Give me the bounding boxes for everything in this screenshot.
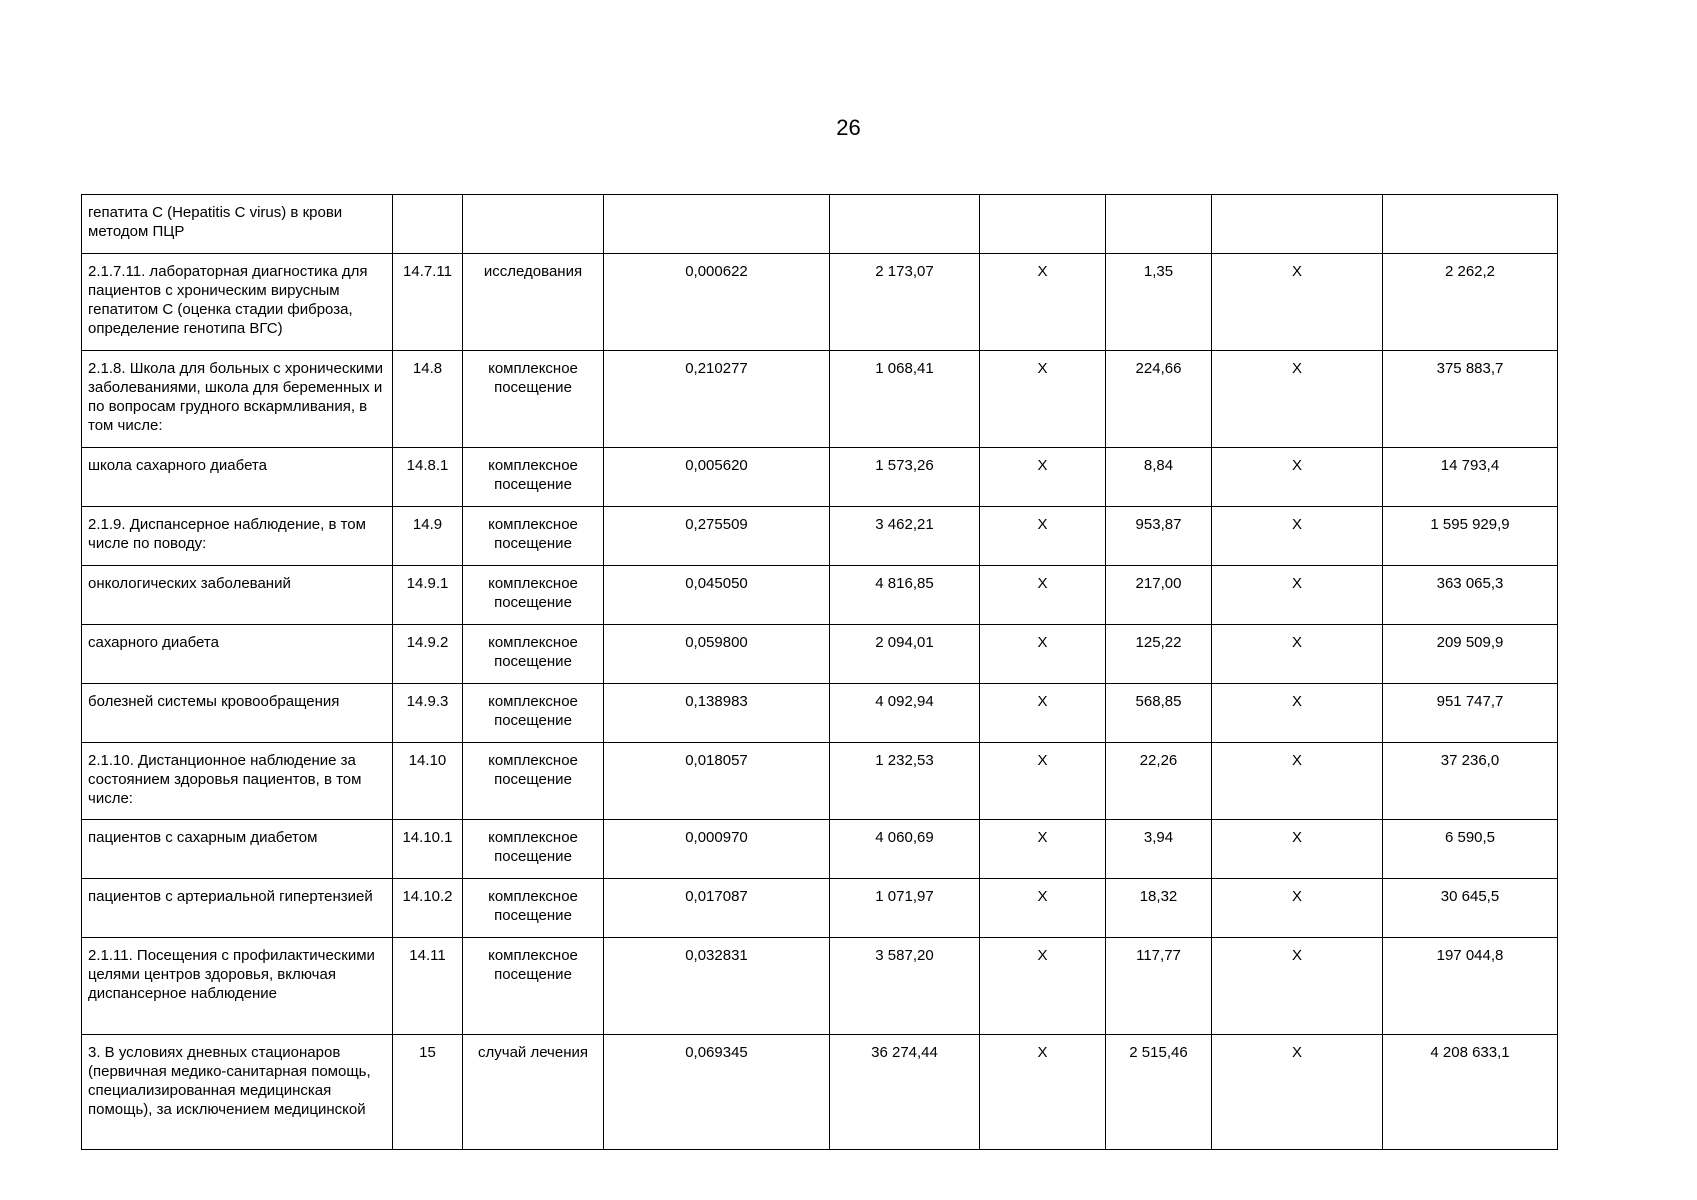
- cell-norm: [604, 195, 830, 254]
- table-row: [82, 566, 1558, 625]
- cell-name: 2.1.11. Посещения с профилактическими целями центров здоровья, включая диспансерное наблюдение: [82, 938, 393, 1035]
- cell-per-capita: 217,00: [1106, 566, 1212, 625]
- cell-x1: Х: [980, 1035, 1106, 1150]
- cell-norm: 0,000622: [604, 254, 830, 351]
- cell-total: 375 883,7: [1383, 351, 1558, 448]
- table-row: [82, 820, 1558, 879]
- cell-code: 14.8.1: [393, 448, 463, 507]
- table-row: [82, 195, 1558, 254]
- cell-per-capita: 2 515,46: [1106, 1035, 1212, 1150]
- cell-x1: Х: [980, 879, 1106, 938]
- cell-code: [393, 195, 463, 254]
- cell-total: 1 595 929,9: [1383, 507, 1558, 566]
- cell-x2: Х: [1212, 254, 1383, 351]
- cell-name: 2.1.9. Диспансерное наблюдение, в том числе по поводу:: [82, 507, 393, 566]
- cell-name: сахарного диабета: [82, 625, 393, 684]
- cell-per-capita: 224,66: [1106, 351, 1212, 448]
- cell-code: 14.8: [393, 351, 463, 448]
- table-row: [82, 351, 1558, 448]
- cell-x1: Х: [980, 507, 1106, 566]
- cell-name: 2.1.10. Дистанционное наблюдение за состоянием здоровья пациентов, в том числе:: [82, 743, 393, 820]
- cell-per-capita: 18,32: [1106, 879, 1212, 938]
- table-row: [82, 625, 1558, 684]
- cell-total: [1383, 195, 1558, 254]
- cell-unit: комплексное посещение: [463, 448, 604, 507]
- page-number: 26: [836, 115, 861, 140]
- cell-norm: 0,069345: [604, 1035, 830, 1150]
- cell-x1: [980, 195, 1106, 254]
- cell-x2: Х: [1212, 684, 1383, 743]
- table-row: [82, 879, 1558, 938]
- cell-x2: Х: [1212, 566, 1383, 625]
- cell-code: 14.10.1: [393, 820, 463, 879]
- cell-x1: Х: [980, 938, 1106, 1035]
- cell-cost: 2 094,01: [830, 625, 980, 684]
- cell-name: болезней системы кровообращения: [82, 684, 393, 743]
- cell-norm: 0,059800: [604, 625, 830, 684]
- cell-name: школа сахарного диабета: [82, 448, 393, 507]
- cell-unit: комплексное посещение: [463, 566, 604, 625]
- cell-x2: [1212, 195, 1383, 254]
- cell-total: 2 262,2: [1383, 254, 1558, 351]
- cell-unit: комплексное посещение: [463, 351, 604, 448]
- cell-cost: 1 232,53: [830, 743, 980, 820]
- table-row: [82, 1035, 1558, 1150]
- cell-unit: комплексное посещение: [463, 820, 604, 879]
- cell-total: 209 509,9: [1383, 625, 1558, 684]
- cell-norm: 0,005620: [604, 448, 830, 507]
- cell-x2: Х: [1212, 879, 1383, 938]
- cell-norm: 0,210277: [604, 351, 830, 448]
- cell-code: 14.9.1: [393, 566, 463, 625]
- cell-cost: 1 071,97: [830, 879, 980, 938]
- cell-cost: [830, 195, 980, 254]
- cell-code: 14.9.2: [393, 625, 463, 684]
- cell-code: 14.10: [393, 743, 463, 820]
- cell-unit: комплексное посещение: [463, 684, 604, 743]
- cell-name: 2.1.8. Школа для больных с хроническими заболеваниями, школа для беременных и по вопросам грудного вскармливания, в том числе:: [82, 351, 393, 448]
- cell-x2: Х: [1212, 820, 1383, 879]
- cell-code: 14.7.11: [393, 254, 463, 351]
- cell-x1: Х: [980, 566, 1106, 625]
- cell-x1: Х: [980, 351, 1106, 448]
- cell-norm: 0,045050: [604, 566, 830, 625]
- cell-unit: случай лечения: [463, 1035, 604, 1150]
- cell-total: 37 236,0: [1383, 743, 1558, 820]
- cell-x2: Х: [1212, 448, 1383, 507]
- table-row: [82, 684, 1558, 743]
- cell-per-capita: 3,94: [1106, 820, 1212, 879]
- cell-norm: 0,000970: [604, 820, 830, 879]
- cell-per-capita: 568,85: [1106, 684, 1212, 743]
- cell-x2: Х: [1212, 938, 1383, 1035]
- cell-total: 197 044,8: [1383, 938, 1558, 1035]
- cell-code: 15: [393, 1035, 463, 1150]
- cell-code: 14.9: [393, 507, 463, 566]
- data-table: [81, 194, 1558, 1150]
- cell-total: 30 645,5: [1383, 879, 1558, 938]
- cell-x1: Х: [980, 820, 1106, 879]
- cell-total: 6 590,5: [1383, 820, 1558, 879]
- cell-code: 14.10.2: [393, 879, 463, 938]
- cell-total: 4 208 633,1: [1383, 1035, 1558, 1150]
- cell-per-capita: 125,22: [1106, 625, 1212, 684]
- cell-per-capita: 1,35: [1106, 254, 1212, 351]
- cell-x2: Х: [1212, 743, 1383, 820]
- cell-x2: Х: [1212, 507, 1383, 566]
- cell-cost: 3 462,21: [830, 507, 980, 566]
- cell-x1: Х: [980, 743, 1106, 820]
- cell-x2: Х: [1212, 625, 1383, 684]
- cell-cost: 4 060,69: [830, 820, 980, 879]
- cell-code: 14.11: [393, 938, 463, 1035]
- cell-name: пациентов с сахарным диабетом: [82, 820, 393, 879]
- cell-norm: 0,017087: [604, 879, 830, 938]
- cell-cost: 2 173,07: [830, 254, 980, 351]
- cell-cost: 4 816,85: [830, 566, 980, 625]
- cell-total: 14 793,4: [1383, 448, 1558, 507]
- cell-per-capita: 117,77: [1106, 938, 1212, 1035]
- cell-unit: исследования: [463, 254, 604, 351]
- table-row: [82, 448, 1558, 507]
- cell-norm: 0,275509: [604, 507, 830, 566]
- cell-norm: 0,032831: [604, 938, 830, 1035]
- cell-cost: 1 573,26: [830, 448, 980, 507]
- cell-per-capita: 953,87: [1106, 507, 1212, 566]
- cell-per-capita: 8,84: [1106, 448, 1212, 507]
- cell-x1: Х: [980, 254, 1106, 351]
- cell-cost: 1 068,41: [830, 351, 980, 448]
- cell-name: 3. В условиях дневных стационаров (первичная медико-санитарная помощь, специализированная медицинская помощь), за исключением медицинской: [82, 1035, 393, 1150]
- cell-x2: Х: [1212, 351, 1383, 448]
- cell-norm: 0,138983: [604, 684, 830, 743]
- cell-unit: комплексное посещение: [463, 743, 604, 820]
- cell-code: 14.9.3: [393, 684, 463, 743]
- cell-cost: 3 587,20: [830, 938, 980, 1035]
- cell-unit: комплексное посещение: [463, 879, 604, 938]
- cell-x1: Х: [980, 448, 1106, 507]
- cell-name: 2.1.7.11. лабораторная диагностика для пациентов с хроническим вирусным гепатитом С (оценка стадии фиброза, определение генотипа ВГС): [82, 254, 393, 351]
- table-row: [82, 938, 1558, 1035]
- cell-unit: комплексное посещение: [463, 625, 604, 684]
- cell-x1: Х: [980, 684, 1106, 743]
- cell-name: пациентов с артериальной гипертензией: [82, 879, 393, 938]
- cell-per-capita: 22,26: [1106, 743, 1212, 820]
- cell-unit: комплексное посещение: [463, 507, 604, 566]
- cell-cost: 4 092,94: [830, 684, 980, 743]
- cell-name: онкологических заболеваний: [82, 566, 393, 625]
- table-row: [82, 254, 1558, 351]
- cell-x1: Х: [980, 625, 1106, 684]
- cell-unit: комплексное посещение: [463, 938, 604, 1035]
- table-body: [82, 195, 1558, 1150]
- cell-x2: Х: [1212, 1035, 1383, 1150]
- cell-unit: [463, 195, 604, 254]
- cell-cost: 36 274,44: [830, 1035, 980, 1150]
- cell-total: 363 065,3: [1383, 566, 1558, 625]
- cell-norm: 0,018057: [604, 743, 830, 820]
- table-row: [82, 743, 1558, 820]
- cell-total: 951 747,7: [1383, 684, 1558, 743]
- table-row: [82, 507, 1558, 566]
- cell-per-capita: [1106, 195, 1212, 254]
- cell-name: гепатита С (Hepatitis C virus) в крови методом ПЦР: [82, 195, 393, 254]
